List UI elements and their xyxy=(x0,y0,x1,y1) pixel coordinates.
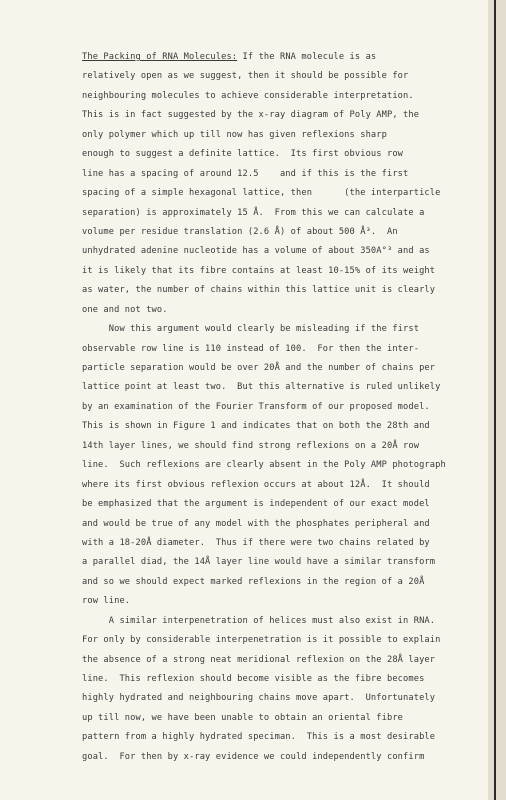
text-line: highly hydrated and neighbouring chains move apart. Unfortunately xyxy=(82,693,436,704)
text-line: and would be true of any model with the phosphates peripheral and xyxy=(82,518,430,529)
page-edge xyxy=(488,0,506,800)
text-line: line. Such reflexions are clearly absent in the Poly AMP photograph xyxy=(82,460,446,471)
text-line: relatively open as we suggest, then it should be possible for xyxy=(82,71,409,82)
section-heading: The Packing of RNA Molecules: xyxy=(82,52,238,62)
text-line: where its first obvious reflexion occurs at about 12Å. It should xyxy=(82,479,430,490)
text-line: volume per residue translation (2.6 Å) of about 500 Å³. An xyxy=(82,226,398,237)
text-line: and so we should expect marked reflexions in the region of a 20Å xyxy=(82,576,425,587)
text-line: one and not two. xyxy=(82,304,168,315)
text-line: line has a spacing of around 12.5 and if this is the first xyxy=(82,168,409,179)
text-line: This is shown in Figure 1 and indicates that on both the 28th and xyxy=(82,421,430,432)
text-line: up till now, we have been unable to obtain an oriental fibre xyxy=(82,712,404,723)
text-line: 14th layer lines, we should find strong reflexions on a 20Å row xyxy=(82,440,420,451)
text-line: observable row line is 110 instead of 100. For then the inter- xyxy=(82,343,420,354)
text-line: by an examination of the Fourier Transform of our proposed model. xyxy=(82,401,430,412)
text-line: a parallel diad, the 14Å layer line would have a similar transform xyxy=(82,557,436,568)
text-line: unhydrated adenine nucleotide has a volume of about 350A°³ and as xyxy=(82,246,430,257)
text-line: with a 18-20Å diameter. Thus if there were two chains related by xyxy=(82,537,430,548)
text-line: only polymer which up till now has given reflexions sharp xyxy=(82,129,387,140)
text-line: The Packing of RNA Molecules: If the RNA molecule is as xyxy=(82,52,377,62)
text-line: particle separation would be over 20Å and the number of chains per xyxy=(82,363,436,373)
edge-rule xyxy=(494,0,496,800)
text-line: as water, the number of chains within this lattice unit is clearly xyxy=(82,285,436,296)
text-line: enough to suggest a definite lattice. Its first obvious row xyxy=(82,149,404,160)
text-line: lattice point at least two. But this alternative is ruled unlikely xyxy=(82,382,441,393)
text-line: This is in fact suggested by the x-ray diagram of Poly AMP, the xyxy=(82,110,420,121)
text-line: separation) is approximately 15 Å. From this we can calculate a xyxy=(82,207,425,218)
text-line: row line. xyxy=(82,596,131,607)
text-line: Now this argument would clearly be misleading if the first xyxy=(82,324,420,335)
text-line: it is likely that its fibre contains at least 10-15% of its weight xyxy=(82,265,436,276)
text-line: neighbouring molecules to achieve considerable interpretation. xyxy=(82,90,414,101)
text-line: line. This reflexion should become visible as the fibre becomes xyxy=(82,674,425,684)
text-line: pattern from a highly hydrated speciman. This is a most desirable xyxy=(82,732,436,743)
text-line: spacing of a simple hexagonal lattice, then (the interparticle xyxy=(82,188,441,199)
text-line: A similar interpenetration of helices must also exist in RNA. xyxy=(82,615,436,626)
text-line: be emphasized that the argument is independent of our exact model xyxy=(82,499,430,510)
text-line: the absence of a strong neat meridional reflexion on the 28Å layer xyxy=(82,654,436,665)
text-line: goal. For then by x-ray evidence we could independently confirm xyxy=(82,751,425,762)
typed-text-body xyxy=(82,48,477,767)
text-line: For only by considerable interpenetration is it possible to explain xyxy=(82,635,441,646)
